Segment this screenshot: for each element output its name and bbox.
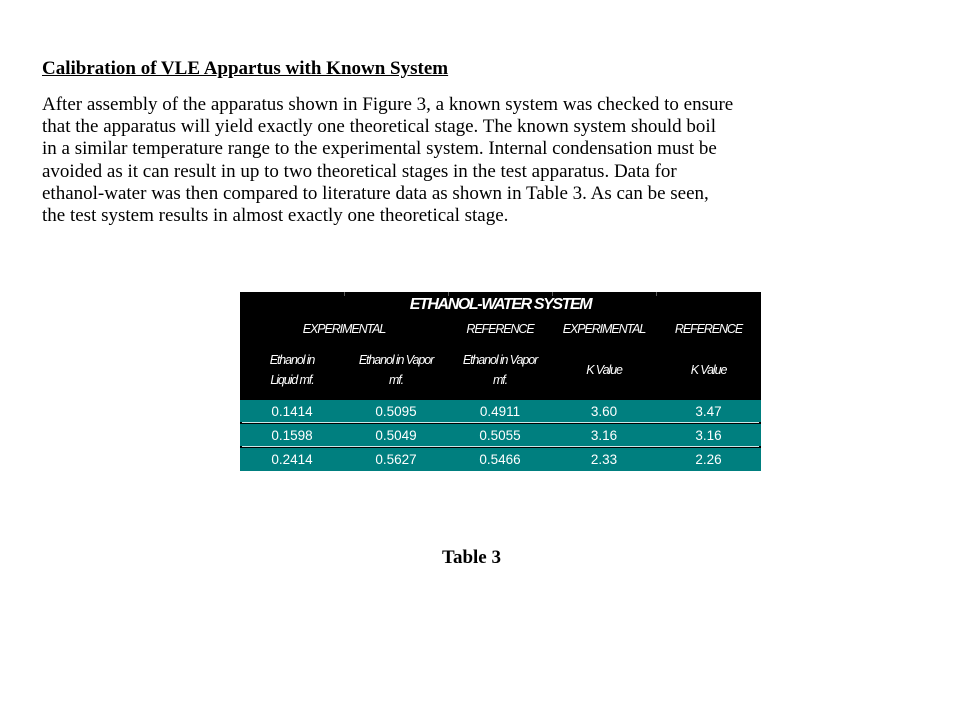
paragraph-line: that the apparatus will yield exactly one theoretical stage. The known system should boil <box>42 116 716 138</box>
table-cell: 0.5095 <box>375 403 417 419</box>
table-cell: 3.16 <box>590 427 618 443</box>
table-cell: 0.5627 <box>375 452 417 467</box>
table-cell: 2.33 <box>590 452 618 467</box>
table-caption: Table 3 <box>442 547 501 568</box>
table-cell: 0.2414 <box>271 452 313 467</box>
table-cell: 0.5055 <box>479 427 521 443</box>
table-cell: 0.1414 <box>271 403 313 419</box>
row-divider <box>242 446 759 447</box>
table-cell: 2.26 <box>695 452 722 467</box>
ethanol-water-table <box>240 292 761 471</box>
paragraph-line: the test system results in almost exactly one theoretical stage. <box>42 205 509 227</box>
paragraph-line: avoided as it can result in up to two theoretical stages in the test apparatus. Data for <box>42 160 677 182</box>
section-heading: Calibration of VLE Appartus with Known System <box>42 58 449 79</box>
table-cell: 0.1598 <box>271 427 313 443</box>
column-header-line: Ethanol in <box>269 353 315 367</box>
table-row <box>240 400 761 422</box>
column-header-vapor-ref <box>448 340 552 400</box>
paragraph-line: in a similar temperature range to the experimental system. Internal condensation must be <box>42 138 717 160</box>
table-cell: 3.16 <box>695 427 722 443</box>
group-header-reference: REFERENCE <box>674 322 743 336</box>
table-cell: 3.47 <box>695 403 722 419</box>
column-header-line: Ethanol in Vapor <box>462 353 538 367</box>
paragraph-line: ethanol-water was then compared to literature data as shown in Table 3. As can be seen, <box>42 182 709 204</box>
column-header-line: Liquid mf. <box>270 373 314 387</box>
column-header-line: mf. <box>492 373 508 387</box>
table-cell: 0.5466 <box>479 452 521 467</box>
table-row <box>240 424 761 446</box>
table-cell: 3.60 <box>590 403 618 419</box>
group-header-experimental: EXPERIMENTAL <box>302 322 386 336</box>
body-paragraph <box>42 94 922 227</box>
table-cell: 0.4911 <box>479 403 521 419</box>
column-header-k-exp: K Value <box>586 363 622 377</box>
table-header <box>240 292 761 400</box>
table-row <box>240 448 761 471</box>
column-header-k-ref: K Value <box>690 363 727 377</box>
column-header-line: Ethanol in Vapor <box>358 353 434 367</box>
column-header-vapor-exp <box>344 340 448 400</box>
group-header-reference: REFERENCE <box>466 322 534 336</box>
column-header-line: mf. <box>388 373 404 387</box>
table-cell: 0.5049 <box>375 427 417 443</box>
row-divider <box>242 422 759 423</box>
paragraph-line: After assembly of the apparatus shown in Figure 3, a known system was checked to ensure <box>42 94 734 115</box>
table-title: ETHANOL-WATER SYSTEM <box>409 296 592 313</box>
column-header-liquid <box>240 340 344 400</box>
group-header-experimental: EXPERIMENTAL <box>562 322 646 336</box>
